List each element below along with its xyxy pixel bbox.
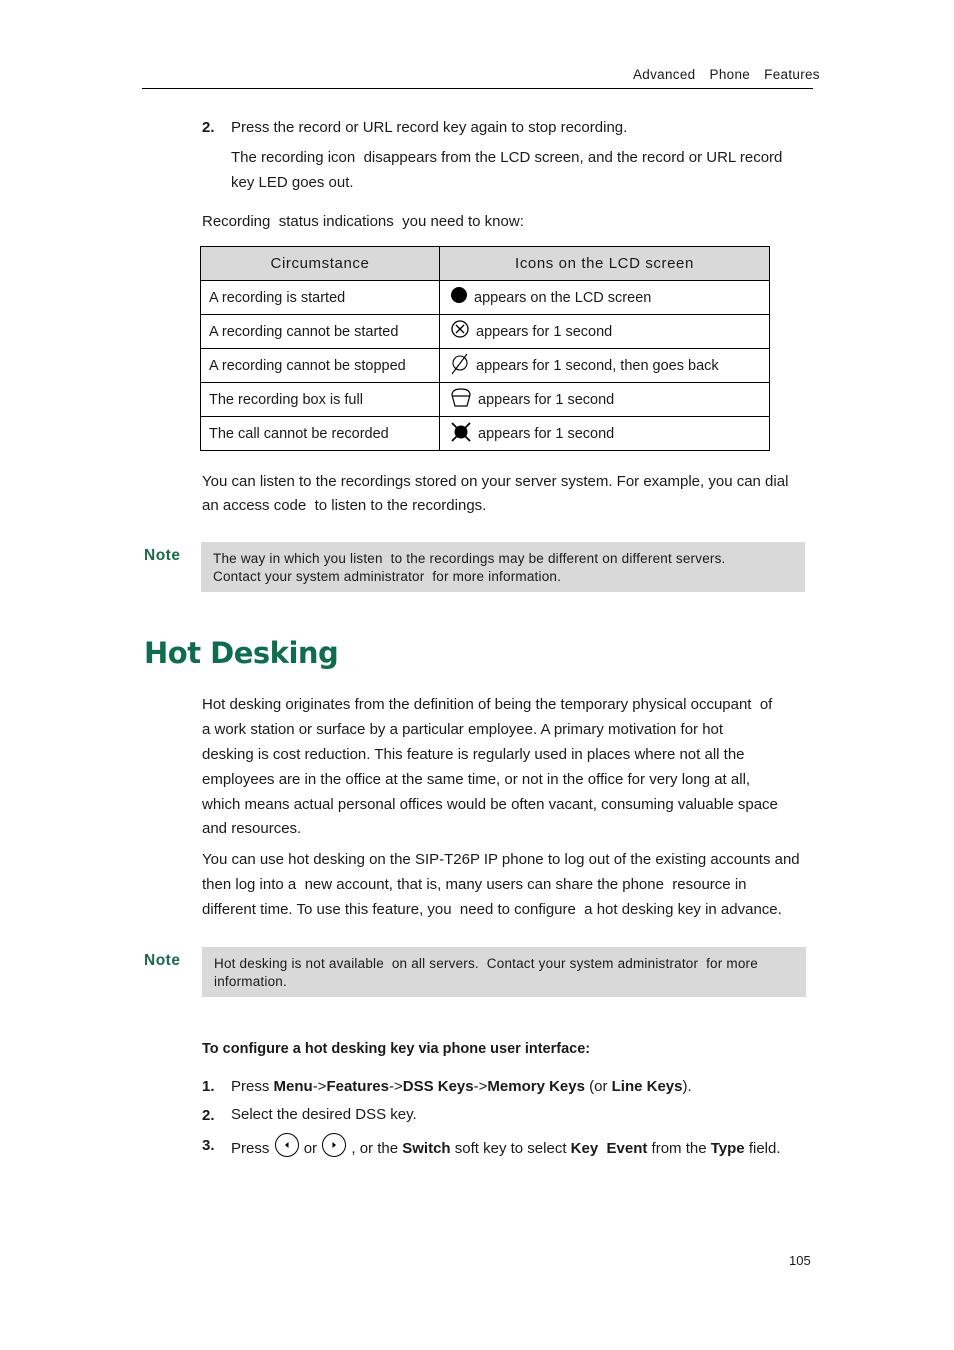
step-text: Press the record or URL record key again to stop recording.: [231, 119, 628, 136]
step-word: ).: [682, 1078, 692, 1095]
paragraph-line: which means actual personal offices would be often vacant, consuming valuable space: [202, 796, 778, 813]
icon-description: appears for 1 second: [478, 425, 615, 442]
step-detail: The recording icon disappears from the LCD screen, and the record or URL record: [231, 149, 783, 166]
circumstance-cell: A recording cannot be started: [201, 315, 440, 349]
icon-cell: [440, 349, 770, 383]
menu-path-arrow: ->: [473, 1078, 488, 1095]
softkey-name: Switch: [402, 1139, 451, 1157]
left-navigation-key-icon: [274, 1132, 300, 1166]
crossed-record-icon: [450, 421, 472, 447]
icon-cell: [440, 315, 770, 349]
step-word: or: [303, 1139, 318, 1157]
icon-description: appears for 1 second, then goes back: [476, 357, 719, 374]
step-text: [231, 1074, 692, 1099]
menu-path-arrow: ->: [312, 1078, 327, 1095]
menu-path-item: Memory Keys: [487, 1078, 585, 1095]
icon-description: appears for 1 second: [476, 323, 613, 340]
menu-path-item: Line Keys: [611, 1078, 683, 1095]
column-header: Circumstance: [201, 247, 440, 281]
procedure-title: To configure a hot desking key via phone user interface:: [202, 1041, 591, 1057]
step-word: Press: [231, 1139, 270, 1157]
note-text: information.: [214, 974, 287, 989]
circle-x-icon: [450, 320, 470, 344]
table-row: [201, 349, 770, 383]
page-number: 105: [789, 1253, 811, 1268]
note-label: Note: [144, 547, 181, 564]
menu-path-item: DSS Keys: [402, 1078, 474, 1095]
note-text: The way in which you listen to the recordings may be different on different servers.: [213, 551, 726, 566]
step-detail: key LED goes out.: [231, 174, 354, 191]
running-header: Advanced Phone Features: [633, 67, 820, 82]
body-paragraph: an access code to listen to the recordings.: [202, 497, 487, 514]
step-word: field.: [748, 1139, 781, 1157]
menu-path-item: Features: [326, 1078, 389, 1095]
table-row: [201, 315, 770, 349]
body-paragraph: [202, 847, 817, 922]
paragraph-line: Hot desking originates from the definition of being the temporary physical occupant of: [202, 696, 773, 713]
note-label: Note: [144, 952, 181, 969]
body-paragraph: You can listen to the recordings stored on your server system. For example, you can dial: [202, 473, 789, 490]
step-word: soft key to select: [454, 1139, 567, 1157]
full-box-icon: [450, 387, 472, 413]
icon-description: appears on the LCD screen: [474, 289, 652, 306]
step-word: from the: [651, 1139, 707, 1157]
menu-path-item: Menu: [273, 1078, 313, 1095]
icon-cell: [440, 417, 770, 451]
paragraph-line: You can use hot desking on the SIP-T26P IP phone to log out of the existing accounts and: [202, 851, 800, 868]
body-paragraph: [202, 692, 817, 841]
paragraph-line: employees are in the office at the same time, or not in the office for very long at all,: [202, 771, 751, 788]
table-header-row: [201, 247, 770, 281]
note-text: Hot desking is not available on all servers. Contact your system administrator for more: [214, 956, 758, 971]
filled-circle-icon: [450, 287, 468, 309]
circumstance-cell: The recording box is full: [201, 383, 440, 417]
step-word: , or the: [351, 1139, 399, 1157]
paragraph-line: a work station or surface by a particular employee. A primary motivation for hot: [202, 721, 724, 738]
paragraph-line: then log into a new account, that is, many users can share the phone resource in: [202, 876, 747, 893]
icon-description: appears for 1 second: [478, 391, 615, 408]
circumstance-cell: A recording cannot be stopped: [201, 349, 440, 383]
field-name: Type: [710, 1139, 745, 1157]
step-number: 3.: [202, 1137, 215, 1154]
icon-cell: [440, 281, 770, 315]
menu-path-arrow: ->: [388, 1078, 403, 1095]
table-row: [201, 417, 770, 451]
circumstance-cell: A recording is started: [201, 281, 440, 315]
step-word: Press: [231, 1078, 270, 1095]
section-title: Hot Desking: [144, 636, 339, 670]
step-text: [231, 1132, 781, 1166]
option-name: Key Event: [570, 1139, 648, 1157]
step-word: (or: [584, 1078, 612, 1095]
paragraph-line: desking is cost reduction. This feature is regularly used in places where not all the: [202, 746, 745, 763]
step-text: Select the desired DSS key.: [231, 1106, 417, 1123]
table-row: [201, 383, 770, 417]
step-number: 2.: [202, 119, 215, 136]
note-box: [202, 947, 806, 997]
circumstance-cell: The call cannot be recorded: [201, 417, 440, 451]
right-navigation-key-icon: [321, 1132, 347, 1166]
column-header: Icons on the LCD screen: [440, 247, 770, 281]
header-rule: [142, 88, 813, 89]
icon-cell: [440, 383, 770, 417]
recording-status-table: [200, 246, 770, 451]
note-text: Contact your system administrator for more information.: [213, 569, 562, 584]
paragraph-line: and resources.: [202, 820, 302, 837]
step-number: 1.: [202, 1078, 215, 1095]
circle-slash-icon: [450, 353, 470, 379]
table-row: [201, 281, 770, 315]
status-intro: Recording status indications you need to know:: [202, 213, 524, 230]
step-number: 2.: [202, 1107, 215, 1124]
paragraph-line: different time. To use this feature, you need to configure a hot desking key in advance.: [202, 901, 782, 918]
note-box: [201, 542, 805, 592]
